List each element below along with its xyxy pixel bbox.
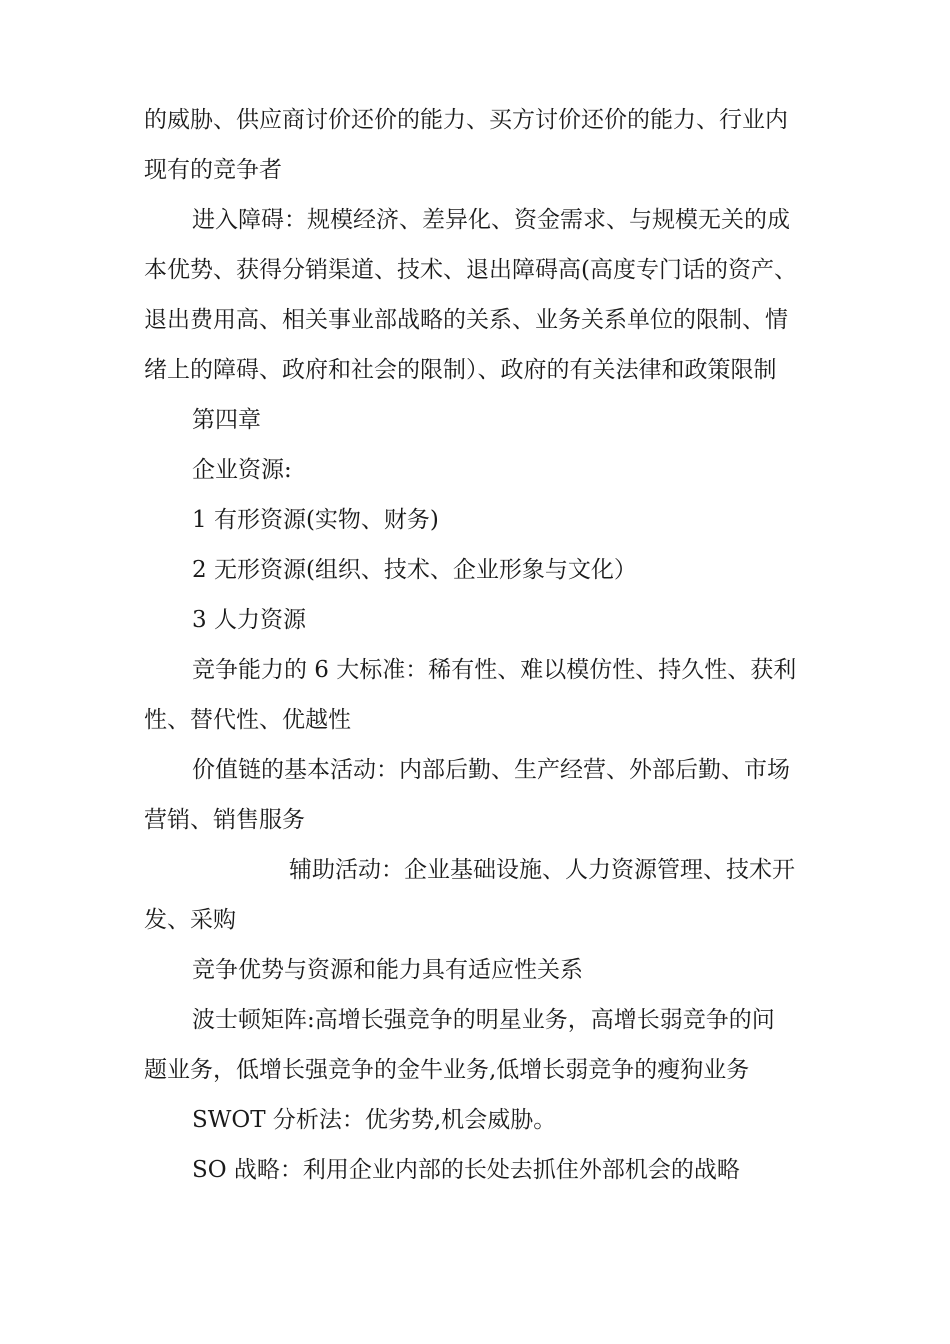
text-line: SO 战略：利用企业内部的长处去抓住外部机会的战略 [192,1157,740,1183]
text-line: 波士顿矩阵:高增长强竞争的明星业务，高增长弱竞争的问 [192,1007,775,1033]
list-item-resource-2 [144,545,824,595]
paragraph-threats-continuation [144,95,824,195]
paragraph-value-chain-basic [144,745,824,845]
text-line: 退出费用高、相关事业部战略的关系、业务关系单位的限制、情 [144,307,788,333]
text-line: 绪上的障碍、政府和社会的限制）、政府的有关法律和政策限制 [144,357,777,383]
text-line: 竞争能力的 6 大标准：稀有性、难以模仿性、持久性、获利 [192,657,797,683]
paragraph-bcg-matrix [144,995,824,1095]
text-line: 营销、销售服务 [144,807,305,833]
text-line: 性、替代性、优越性 [144,707,351,733]
text-line: 竞争优势与资源和能力具有适应性关系 [192,957,583,983]
paragraph-entry-barriers [144,195,824,395]
list-item-resource-3 [144,595,824,645]
text-line: 1 有形资源(实物、财务) [192,507,439,533]
text-line: 本优势、获得分销渠道、技术、退出障碍高(高度专门话的资产、 [144,257,797,283]
text-line: 题业务，低增长强竞争的金牛业务,低增长弱竞争的瘦狗业务 [144,1057,750,1083]
text-line: 企业资源: [192,457,292,483]
paragraph-competitive-advantage [144,945,824,995]
text-line: 现有的竞争者 [144,157,282,183]
paragraph-competitive-criteria [144,645,824,745]
text-line: 2 无形资源(组织、技术、企业形象与文化） [192,557,637,583]
text-line: 第四章 [192,407,261,433]
paragraph-so-strategy [144,1145,824,1195]
text-line: 价值链的基本活动：内部后勤、生产经营、外部后勤、市场 [192,757,790,783]
text-line: 的威胁、供应商讨价还价的能力、买方讨价还价的能力、行业内 [144,107,788,133]
text-line: 发、采购 [144,907,236,933]
paragraph-swot [144,1095,824,1145]
paragraph-enterprise-resources [144,445,824,495]
paragraph-value-chain-support [144,845,824,945]
chapter-heading [144,395,824,445]
text-line: 辅助活动：企业基础设施、人力资源管理、技术开 [289,857,795,883]
text-line: 进入障碍：规模经济、差异化、资金需求、与规模无关的成 [192,207,790,233]
text-line: SWOT 分析法：优劣势,机会威胁。 [192,1107,557,1133]
text-line: 3 人力资源 [192,607,306,633]
list-item-resource-1 [144,495,824,545]
document-body [144,95,824,1195]
